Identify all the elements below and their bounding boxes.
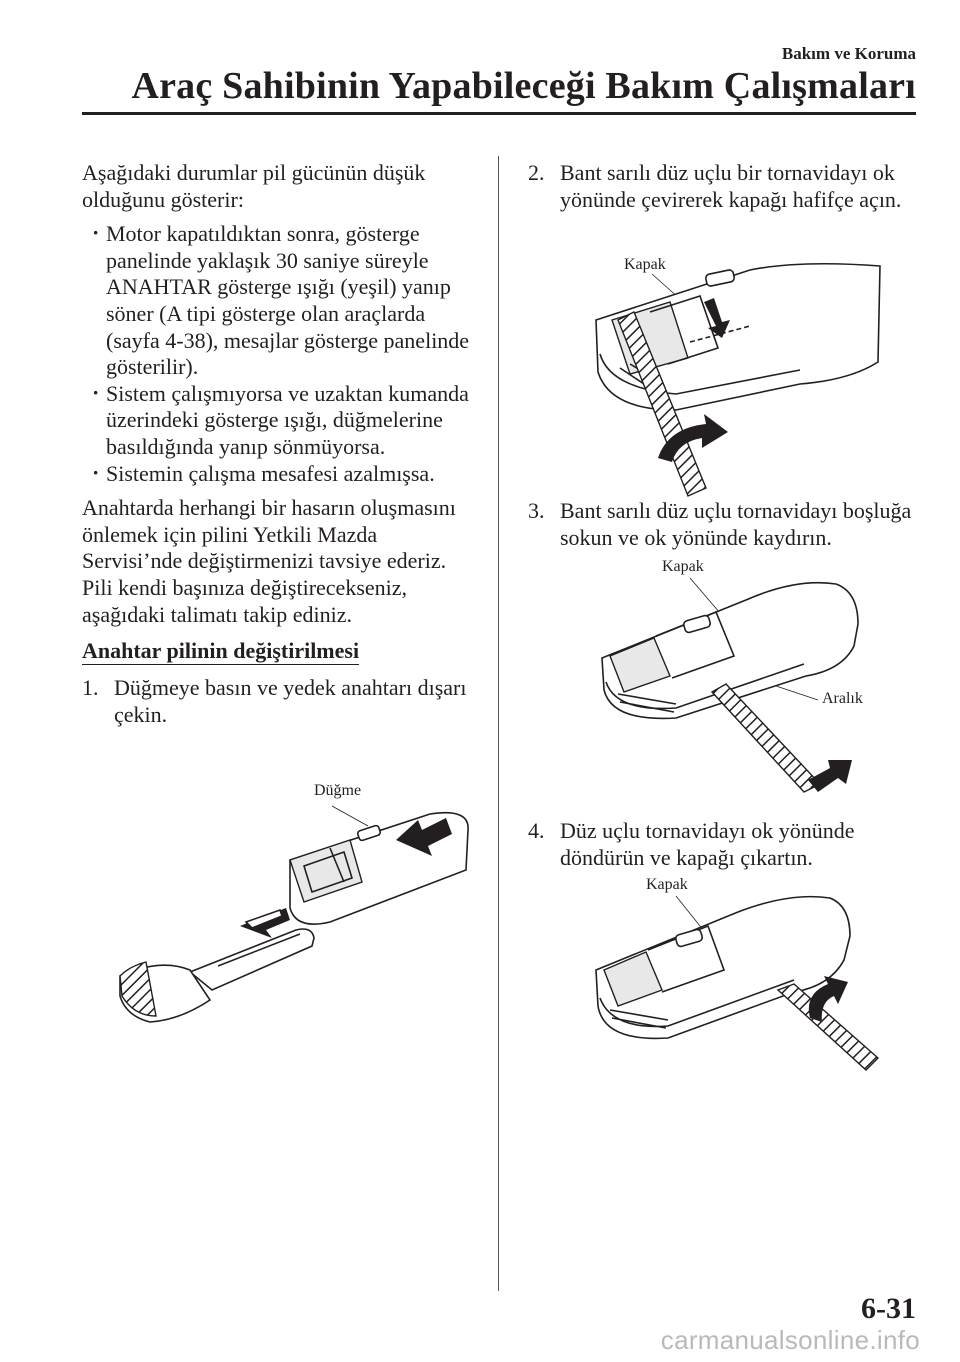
symptom-list xyxy=(82,221,482,487)
step-1 xyxy=(82,675,482,728)
figure-label-button: Düğme xyxy=(314,782,362,799)
page-number: 6-31 xyxy=(861,1292,916,1325)
list-item: · Motor kapatıldıktan sonra, gösterge panelinde yaklaşık 30 saniye süreyle ANAHTAR gösterge ışığı (yeşil) yanıp söner (A tipi gösterge olan araçlarda (sayfa 4-38), mesajlar gösterge panelinde gösterilir). xyxy=(82,221,482,381)
step-text: Düğmeye basın ve yedek anahtarı dışarı çekin. xyxy=(114,675,467,727)
step-number: 3. xyxy=(528,498,545,523)
advice-paragraph: Anahtarda herhangi bir hasarın oluşmasını önlemek için pilini Yetkili Mazda Servisi’nde değiştirmenizi tavsiye ederiz. Pili kendi başınıza değiştirecekseniz, aşağıdaki talimatı takip ediniz. xyxy=(82,495,456,627)
step-3 xyxy=(528,498,928,551)
figure-label-cover: Kapak xyxy=(662,558,704,575)
step-number: 2. xyxy=(528,160,545,185)
step-text: Bant sarılı düz uçlu bir tornavidayı ok yönünde çevirerek kapağı hafifçe açın. xyxy=(560,160,902,212)
page-title: Araç Sahibinin Yapabileceği Bakım Çalışmaları xyxy=(131,65,916,107)
figure-1-key-removal xyxy=(100,790,480,1050)
list-item: · Sistem çalışmıyorsa ve uzaktan kumanda üzerindeki gösterge ışığı, düğmelerine basıldığında yanıp sönmüyorsa. xyxy=(82,381,482,461)
figure-3-slide-tool xyxy=(596,572,866,808)
step-text: Bant sarılı düz uçlu tornavidayı boşluğa sokun ve ok yönünde kaydırın. xyxy=(560,498,912,550)
left-column xyxy=(82,160,482,728)
step-number: 4. xyxy=(528,818,545,843)
watermark: carmanualsonline.info xyxy=(660,1325,920,1355)
figure-4-remove-cover xyxy=(590,890,880,1090)
step-number: 1. xyxy=(82,675,99,701)
figure-label-gap: Aralık xyxy=(822,690,863,707)
step-2 xyxy=(528,160,928,213)
intro-paragraph: Aşağıdaki durumlar pil gücünün düşük olduğunu gösterir: xyxy=(82,160,426,212)
sub-heading: Anahtar pilinin değiştirilmesi xyxy=(82,638,360,664)
section-label: Bakım ve Koruma xyxy=(781,44,916,63)
figure-label-cover: Kapak xyxy=(646,876,688,893)
step-4 xyxy=(528,818,928,871)
step-text: Düz uçlu tornavidayı ok yönünde döndürün ve kapağı çıkartın. xyxy=(560,818,855,870)
title-rule xyxy=(82,112,916,115)
list-item: · Sistemin çalışma mesafesi azalmışsa. xyxy=(82,461,482,488)
column-divider xyxy=(498,156,499,1291)
figure-2-pry-cover xyxy=(590,262,920,498)
figure-label-cover: Kapak xyxy=(624,256,666,273)
